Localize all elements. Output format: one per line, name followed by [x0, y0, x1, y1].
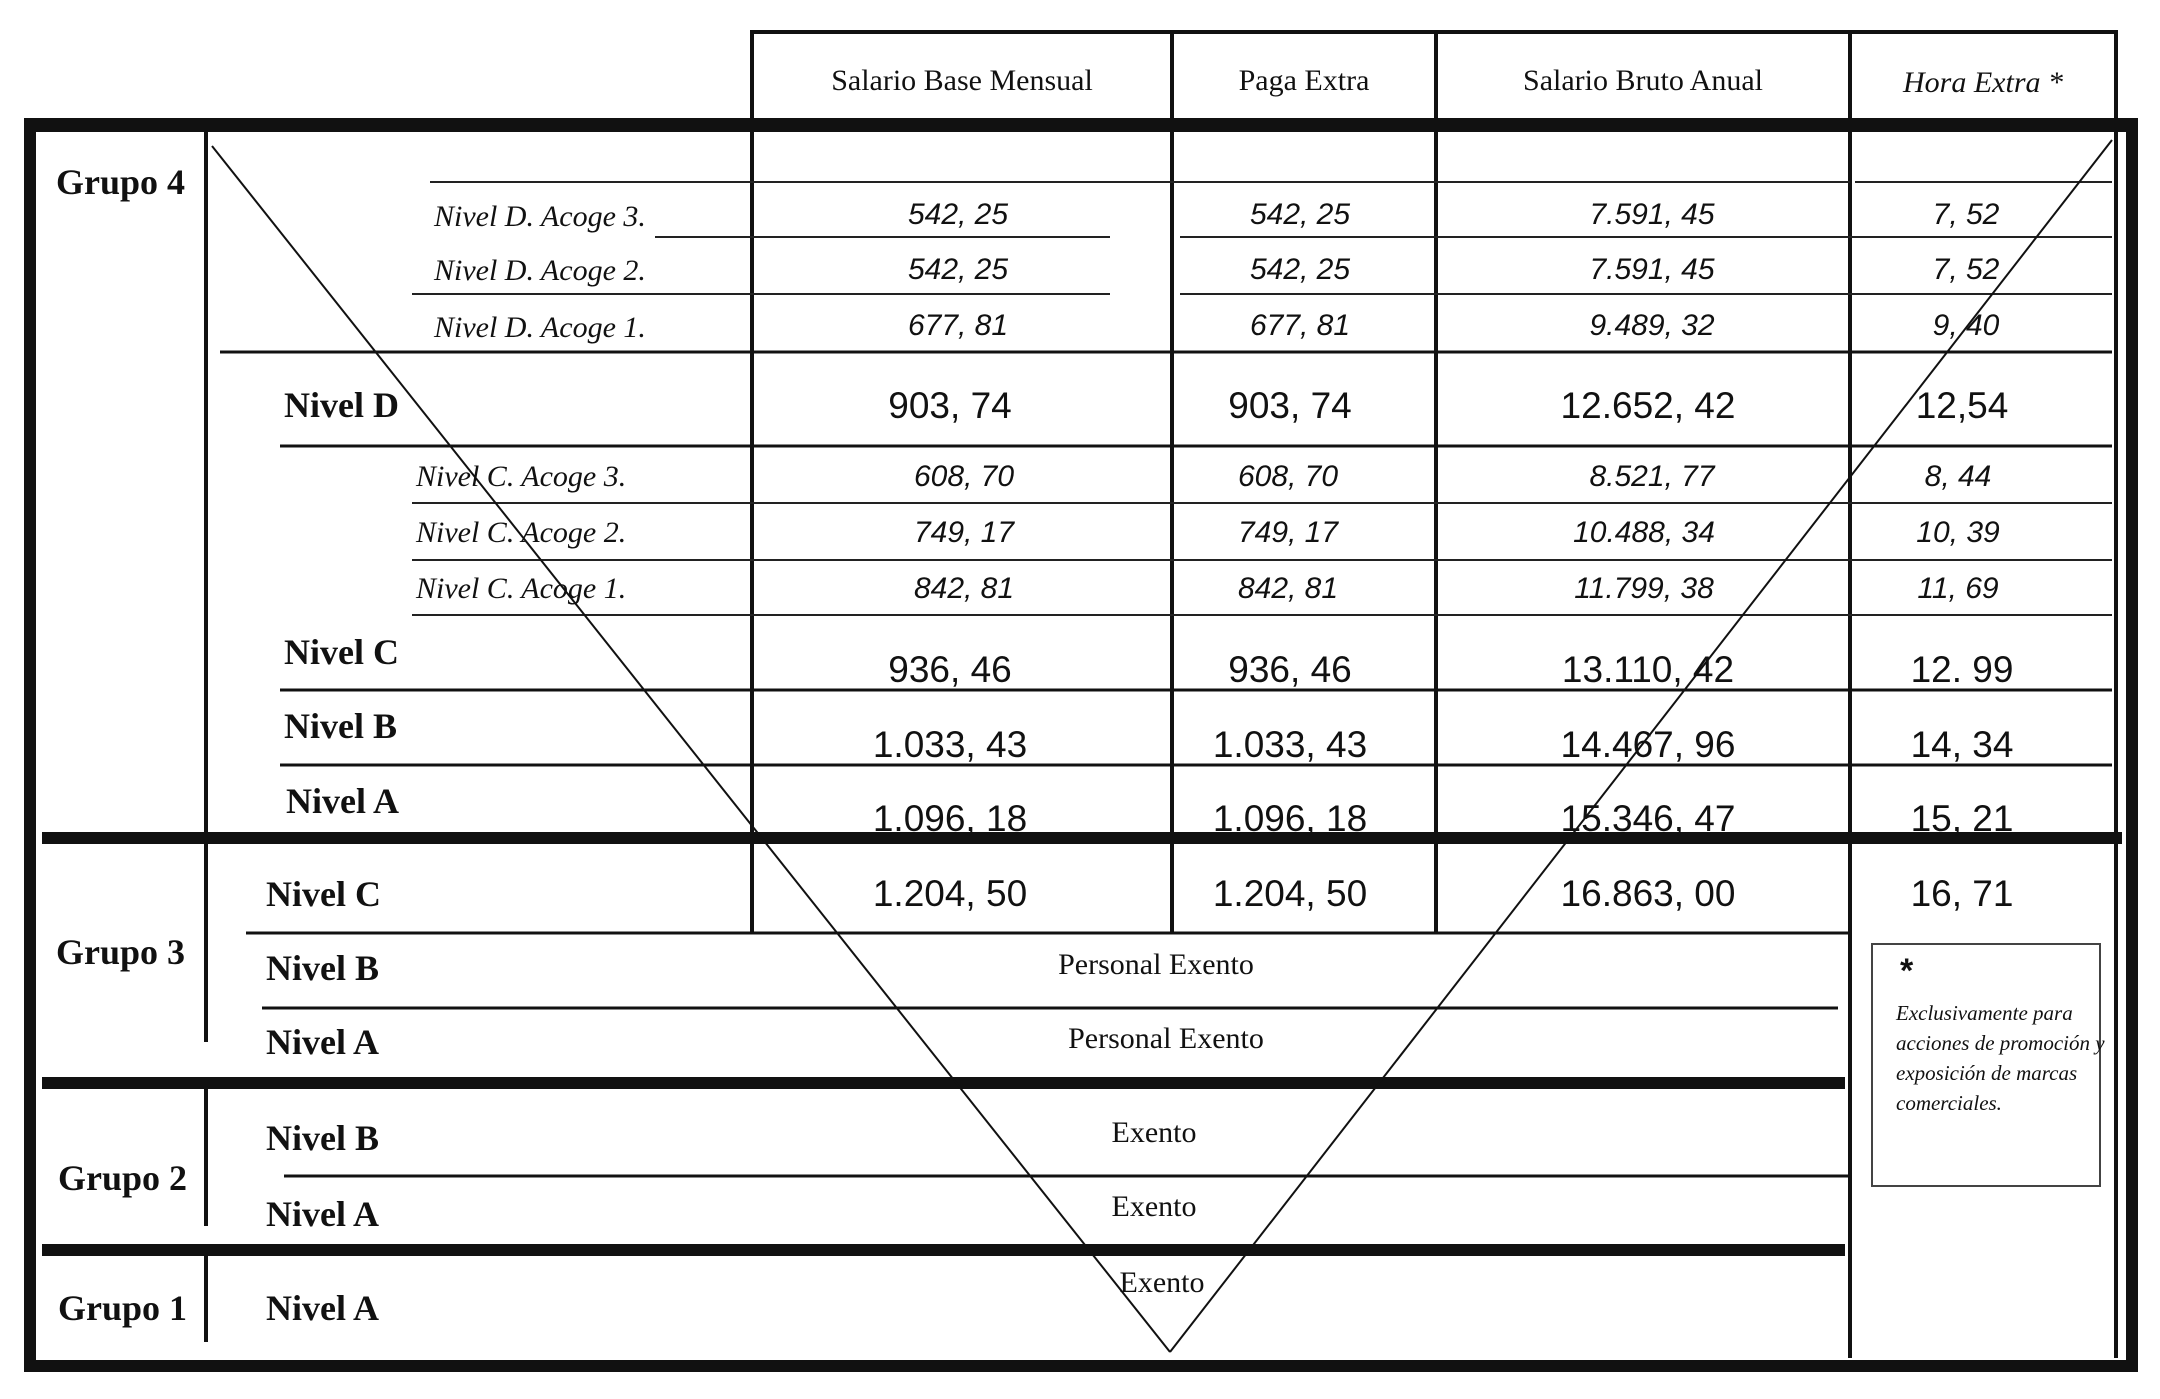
- cell-extra: 842, 81: [1237, 572, 1339, 605]
- cell-anual: 12.652, 42: [1560, 385, 1736, 426]
- cell-hora: 16, 71: [1910, 873, 2014, 914]
- exempt-note: Exento: [1119, 1266, 1205, 1299]
- cell-anual: 15.346, 47: [1560, 798, 1736, 839]
- cell-extra: 542, 25: [1249, 253, 1351, 286]
- row-label: Nivel A: [266, 1022, 379, 1062]
- group-3-label: Grupo 3: [56, 932, 186, 972]
- cell-anual: 16.863, 00: [1560, 873, 1736, 914]
- row-label: Nivel B: [266, 1118, 379, 1158]
- cell-base: 542, 25: [907, 253, 1009, 286]
- cell-extra: 1.033, 43: [1212, 724, 1368, 765]
- cell-anual: 11.799, 38: [1574, 572, 1714, 605]
- header-extra: Paga Extra: [1238, 64, 1370, 97]
- footnote-asterisk: *: [1900, 952, 1914, 990]
- cell-anual: 14.467, 96: [1560, 724, 1736, 765]
- cell-hora: 12,54: [1915, 385, 2009, 426]
- cell-extra: 542, 25: [1249, 198, 1351, 231]
- footnote-text: Exclusivamente para acciones de promoción y exposición de marcas comerciales.: [1896, 1001, 2105, 1115]
- cell-hora: 10, 39: [1916, 516, 2000, 549]
- row-label: Nivel B: [284, 706, 397, 746]
- group-1-label: Grupo 1: [58, 1288, 188, 1328]
- cell-hora: 11, 69: [1917, 572, 1999, 605]
- row-label: Nivel C: [266, 874, 381, 914]
- group-4-label: Grupo 4: [56, 162, 186, 202]
- cell-base: 936, 46: [888, 649, 1012, 690]
- cell-base: 1.033, 43: [872, 724, 1028, 765]
- cell-base: 542, 25: [907, 198, 1009, 231]
- cell-base: 1.204, 50: [872, 873, 1028, 914]
- row-label: Nivel A: [266, 1288, 379, 1328]
- cell-base: 749, 17: [913, 516, 1015, 549]
- row-label: Nivel D: [284, 385, 399, 425]
- cell-extra: 749, 17: [1237, 516, 1339, 549]
- row-label: Nivel B: [266, 948, 379, 988]
- header-hora: Hora Extra *: [1903, 66, 2063, 99]
- exempt-note: Exento: [1111, 1116, 1197, 1149]
- cell-anual: 13.110, 42: [1561, 649, 1735, 690]
- cell-hora: 15, 21: [1910, 798, 2014, 839]
- cell-base: 842, 81: [913, 572, 1015, 605]
- cell-extra: 903, 74: [1228, 385, 1352, 426]
- cell-anual: 8.521, 77: [1589, 460, 1715, 493]
- exempt-note: Exento: [1111, 1190, 1197, 1223]
- cell-extra: 1.204, 50: [1212, 873, 1368, 914]
- exempt-note: Personal Exento: [1058, 948, 1254, 981]
- cell-extra: 608, 70: [1237, 460, 1339, 493]
- group-2-label: Grupo 2: [58, 1158, 188, 1198]
- row-label: Nivel C. Acoge 3.: [416, 460, 627, 493]
- row-label: Nivel D. Acoge 2.: [434, 254, 646, 287]
- header-base: Salario Base Mensual: [831, 64, 1093, 97]
- row-label: Nivel D. Acoge 3.: [434, 200, 646, 233]
- cell-hora: 7, 52: [1932, 198, 2000, 231]
- cell-base: 903, 74: [888, 385, 1012, 426]
- row-label: Nivel A: [286, 781, 399, 821]
- cell-hora: 8, 44: [1924, 460, 1992, 493]
- cell-hora: 9, 40: [1932, 309, 2000, 342]
- exempt-note: Personal Exento: [1068, 1022, 1264, 1055]
- header-anual: Salario Bruto Anual: [1523, 64, 1763, 97]
- row-label: Nivel D. Acoge 1.: [434, 311, 646, 344]
- cell-anual: 7.591, 45: [1589, 253, 1715, 286]
- cell-hora: 7, 52: [1932, 253, 2000, 286]
- cell-base: 1.096, 18: [872, 798, 1028, 839]
- cell-hora: 12. 99: [1910, 649, 2014, 690]
- cell-anual: 7.591, 45: [1589, 198, 1715, 231]
- cell-anual: 9.489, 32: [1589, 309, 1715, 342]
- cell-extra: 677, 81: [1249, 309, 1351, 342]
- cell-extra: 936, 46: [1228, 649, 1352, 690]
- row-label: Nivel C: [284, 632, 399, 672]
- row-label: Nivel A: [266, 1194, 379, 1234]
- cell-hora: 14, 34: [1910, 724, 2014, 765]
- row-label: Nivel C. Acoge 2.: [416, 516, 627, 549]
- cell-extra: 1.096, 18: [1212, 798, 1368, 839]
- cell-base: 677, 81: [907, 309, 1009, 342]
- row-label: Nivel C. Acoge 1.: [416, 572, 627, 605]
- cell-anual: 10.488, 34: [1573, 516, 1715, 549]
- cell-base: 608, 70: [913, 460, 1015, 493]
